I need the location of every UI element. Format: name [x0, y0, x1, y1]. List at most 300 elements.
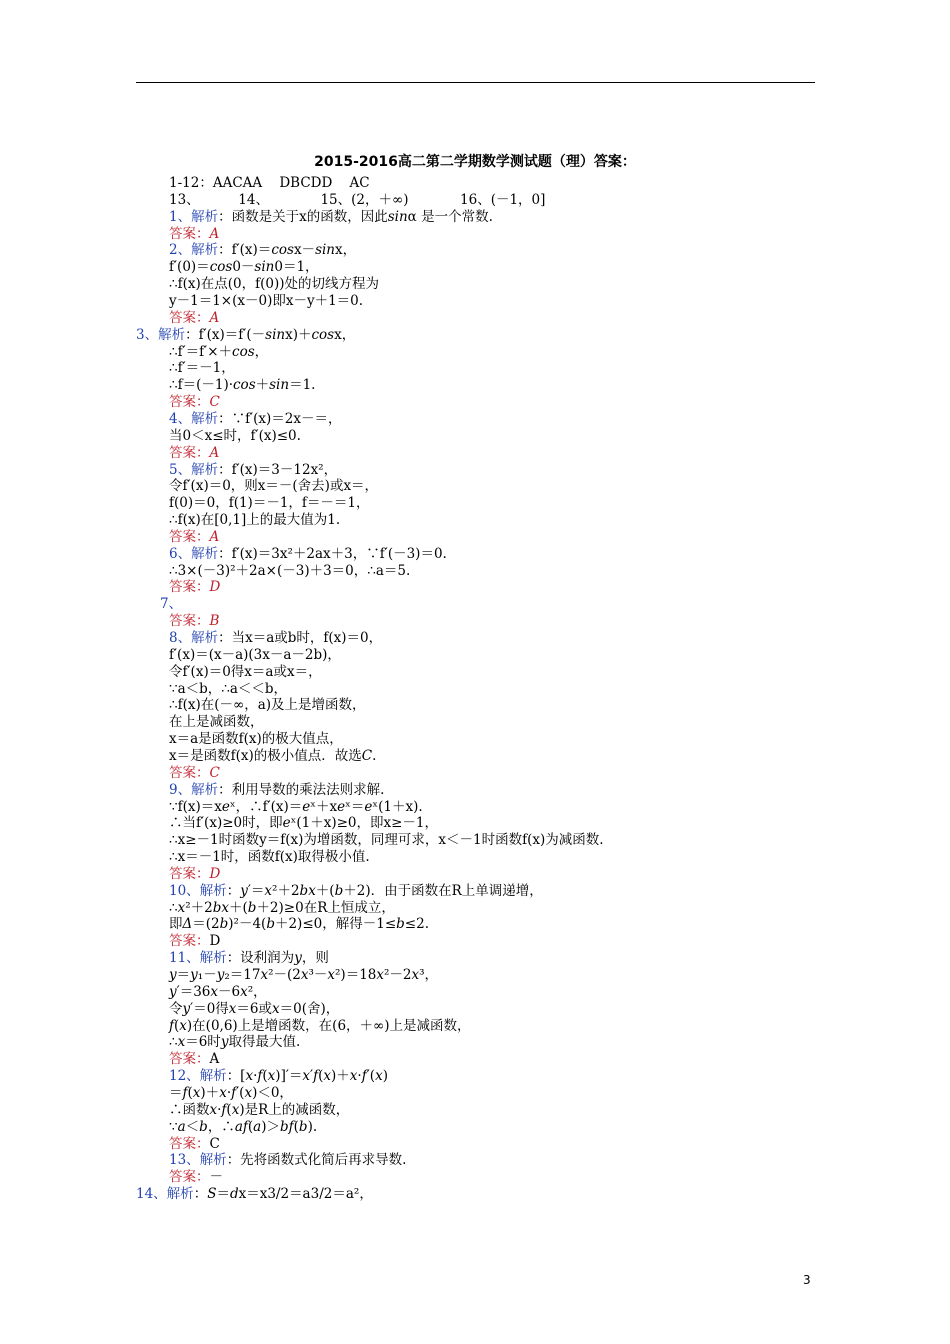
answer-text: ₁－	[197, 967, 217, 983]
answer-text: ′＝0得	[190, 1000, 229, 1017]
answer-text: ：	[226, 882, 241, 899]
answer-text: x	[376, 967, 384, 983]
answer-text: ：	[196, 933, 210, 950]
answer-text: f	[169, 1017, 174, 1034]
answer-line	[169, 1034, 300, 1050]
answer-text: ³－	[308, 967, 328, 983]
answer-text: 答案	[169, 1135, 196, 1152]
answer-text: sin	[269, 377, 290, 394]
answer-line	[169, 950, 329, 966]
answer-text: ˣ(1＋x).	[372, 798, 423, 815]
answer-text: ₂＝17	[224, 967, 261, 983]
answer-line	[169, 664, 322, 680]
answer-text: x	[192, 1084, 201, 1101]
answer-text: x	[245, 1068, 254, 1085]
answer-text: y	[169, 967, 177, 983]
answer-text: x	[411, 967, 420, 983]
answer-line	[169, 462, 337, 478]
answer-text: y	[220, 1034, 229, 1051]
answer-text: 11、	[169, 950, 200, 967]
answer-text: ＋(	[315, 882, 335, 899]
answer-text: 7、	[160, 596, 183, 613]
header-rule	[136, 82, 815, 83]
answer-text: x	[260, 967, 269, 983]
answer-text: C	[209, 394, 220, 411]
answer-line	[169, 445, 219, 461]
answer-text: f	[257, 1068, 263, 1085]
answer-text: 解析	[199, 1068, 227, 1085]
answer-text: (	[187, 1084, 193, 1101]
answer-text: ＋(	[229, 899, 248, 916]
answer-text: x	[231, 1101, 240, 1118]
answer-text: ，	[254, 343, 269, 360]
answer-text: )＋	[200, 1084, 220, 1101]
answer-text: 4、	[169, 410, 192, 427]
answer-text: bf	[279, 1118, 294, 1135]
answer-text: x	[177, 1034, 186, 1051]
answer-text: 解析	[191, 410, 219, 427]
answer-text: ：	[196, 865, 210, 882]
answer-line	[169, 782, 384, 798]
answer-text: cos	[311, 326, 335, 343]
answer-text: ：当x＝a或b时，f(x)＝0，	[218, 630, 383, 646]
answer-line	[169, 647, 341, 663]
answer-text: 0－	[232, 259, 255, 276]
answer-text: 0＝1，	[274, 259, 319, 276]
answer-text: sin	[387, 208, 408, 225]
answer-line	[169, 1102, 349, 1118]
answer-text: ：	[196, 1135, 210, 1152]
answer-text: ：	[196, 613, 210, 630]
answer-text: 解析	[191, 208, 219, 225]
answer-line	[169, 697, 366, 713]
answer-text: x	[240, 983, 248, 1000]
answer-text: ：[	[226, 1068, 246, 1085]
answer-line	[169, 344, 268, 360]
answer-text: )＋	[331, 1068, 350, 1085]
answer-text: f′(0)＝	[169, 259, 210, 276]
answer-text: ·	[253, 1068, 258, 1085]
answer-text: x	[228, 1000, 237, 1017]
answer-text: D	[209, 865, 221, 882]
answer-text: ：	[196, 528, 210, 545]
answer-text: b	[396, 916, 405, 933]
answer-text: x	[302, 1068, 311, 1085]
answer-line	[169, 175, 370, 191]
answer-text: 解析	[191, 781, 219, 798]
answer-text: ·	[226, 1084, 232, 1101]
answer-line	[169, 613, 219, 629]
answer-text: 解析	[191, 242, 219, 259]
answer-line	[169, 765, 220, 781]
answer-text: (	[262, 1068, 268, 1085]
answer-text: f′(x)＝(x－a)(3x－a－2b)，	[169, 646, 341, 663]
answer-line	[169, 579, 220, 595]
answer-line	[169, 1068, 388, 1084]
answer-text: 解析	[199, 1152, 227, 1169]
answer-line	[169, 681, 287, 697]
answer-text: ∵f(x)＝x	[169, 798, 222, 815]
answer-text: x)＋	[285, 326, 312, 343]
answer-text: x＝x	[238, 1186, 268, 1202]
answer-text: ：设利润为	[226, 950, 295, 967]
answer-text: －	[209, 1169, 223, 1186]
answer-text: A	[209, 309, 220, 326]
answer-line	[169, 394, 220, 410]
answer-text: 答案	[169, 225, 196, 242]
answer-text: ³，	[419, 967, 439, 983]
answer-text: 令	[169, 1000, 183, 1017]
answer-line	[169, 529, 219, 545]
answer-line	[136, 327, 355, 343]
answer-text: x	[267, 1068, 276, 1085]
answer-text: 解析	[191, 545, 219, 562]
answer-line	[169, 748, 376, 764]
page-title: 2015-2016高二第二学期数学测试题（理）答案：	[314, 154, 636, 170]
answer-text: 答案	[169, 528, 196, 545]
answer-text: ：利用导数的乘法法则求解.	[218, 781, 385, 798]
answer-text: ＋2)≥0在R上恒成立，	[256, 899, 395, 916]
answer-text: (	[318, 1068, 324, 1085]
answer-line	[169, 310, 219, 326]
answer-line	[169, 209, 493, 225]
answer-text: x	[349, 1068, 358, 1085]
answer-text: ，则	[301, 950, 329, 967]
answer-text: ：f′(x)＝	[218, 242, 272, 259]
answer-text: 答案	[169, 764, 196, 781]
answer-text: x	[219, 1084, 227, 1101]
answer-line	[169, 512, 340, 528]
answer-text: x	[375, 1068, 383, 1085]
answer-line	[169, 293, 363, 309]
answer-text: ：	[196, 225, 210, 242]
answer-text: ˣ，∴f′(x)＝	[229, 798, 303, 815]
answer-text: f	[221, 1101, 227, 1118]
answer-line	[169, 226, 219, 242]
answer-text: x	[244, 1084, 253, 1101]
answer-text: x	[272, 1000, 280, 1017]
answer-line	[169, 731, 343, 747]
answer-text: ：	[196, 394, 210, 411]
answer-line	[169, 563, 410, 579]
answer-line	[169, 1018, 471, 1034]
answer-text: ＜	[185, 1118, 200, 1135]
answer-text: 10、	[169, 882, 200, 899]
answer-text: 13、 14、 15、(2，＋∞) 16、(－1，0]	[169, 191, 546, 208]
answer-text: x	[210, 983, 219, 1000]
answer-text: )]′＝	[275, 1068, 303, 1085]
answer-text: e	[221, 798, 230, 815]
answer-text: 答案	[169, 394, 196, 411]
answer-text: e	[364, 798, 373, 815]
answer-text: (	[247, 1118, 254, 1135]
answer-text: x	[327, 967, 336, 983]
answer-text: )	[382, 1068, 388, 1085]
answer-text: ：函数是关于x的函数，因此	[218, 208, 388, 225]
answer-text: e	[282, 815, 291, 832]
answer-text: －6	[218, 983, 241, 1000]
answer-text: f	[231, 1084, 237, 1101]
answer-line	[169, 276, 379, 292]
answer-text: f	[313, 1068, 319, 1085]
answer-line	[169, 799, 423, 815]
answer-line	[169, 546, 447, 562]
answer-text: sin	[254, 259, 275, 276]
answer-text: 答案	[169, 613, 196, 630]
answer-text: f	[182, 1084, 188, 1101]
answer-line	[169, 495, 370, 511]
answer-text: ：	[193, 1186, 208, 1202]
answer-line	[169, 916, 429, 932]
answer-text: )是R上的减函数，	[239, 1101, 350, 1118]
answer-line	[169, 428, 301, 444]
answer-text: ′＝36	[176, 983, 211, 1000]
answer-text: ＝	[176, 967, 191, 983]
answer-line	[169, 360, 235, 376]
answer-text: ：	[196, 1051, 210, 1068]
answer-line	[169, 630, 382, 646]
answer-text: bx	[212, 899, 229, 916]
answer-text: 解析	[199, 882, 227, 899]
answer-line	[169, 967, 438, 983]
answer-text: ∵	[169, 1118, 178, 1135]
answer-text: b	[199, 1118, 208, 1135]
answer-text: 在上是减函数，	[169, 714, 264, 731]
page-number: 3	[803, 1273, 811, 1287]
answer-text: e	[302, 798, 311, 815]
answer-text: A	[209, 528, 220, 545]
answer-line	[169, 866, 220, 882]
answer-text: D	[209, 933, 221, 950]
answer-text: 答案	[169, 933, 196, 950]
answer-text: C	[361, 747, 373, 764]
answer-line	[160, 596, 182, 612]
answer-text: ，∴	[207, 1118, 235, 1135]
answer-line	[169, 259, 319, 275]
answer-text: 3、	[136, 326, 159, 343]
answer-text: ∴x＝－1时，函数f(x)取得极小值.	[169, 849, 370, 865]
answer-text: 2、	[169, 242, 192, 259]
answer-line	[169, 1152, 406, 1168]
answer-text: (	[174, 1017, 180, 1034]
answer-text: 解析	[191, 461, 219, 478]
answer-text: x	[209, 1101, 218, 1118]
answer-line	[169, 411, 342, 427]
answer-text: x，	[335, 242, 357, 259]
answer-text: ：	[196, 309, 210, 326]
answer-text: ：f′(x)＝3x²＋2ax＋3，∵f′(－3)＝0.	[218, 545, 447, 562]
answer-text: ²＋2	[185, 899, 213, 916]
answer-text: ∴f＝(－1)·	[169, 377, 233, 394]
answer-text: ∴x≥－1时函数y＝f(x)为增函数，同理可求，x＜－1时函数f(x)为减函数.	[169, 832, 604, 849]
answer-text: ＝(2	[192, 916, 220, 933]
answer-line	[169, 1001, 339, 1017]
answer-text: ＋2)．由于函数在R上单调递增，	[343, 882, 543, 899]
answer-text: ²－2	[384, 967, 412, 983]
answer-text: b	[219, 916, 229, 933]
answer-text: ＝	[216, 1186, 230, 1202]
answer-text: b	[298, 1118, 308, 1135]
answer-line	[169, 1136, 220, 1152]
answer-text: ＋2)≤0，解得－1≤	[274, 916, 397, 933]
answer-text: C	[209, 764, 220, 781]
answer-text: ∴当f′(x)≥0时，即	[169, 815, 283, 832]
answer-text: 解析	[166, 1186, 194, 1202]
answer-text: A	[209, 444, 220, 461]
answer-text: 令f′(x)＝0得x＝a或x＝，	[169, 663, 322, 680]
answer-text: ：f′(x)＝f′(－	[185, 326, 266, 343]
answer-line	[169, 1169, 223, 1185]
answer-text: x－	[293, 242, 316, 259]
answer-text: 答案	[169, 865, 196, 882]
answer-text: ＝a	[289, 1186, 311, 1202]
answer-text: x	[177, 899, 186, 916]
answer-text: cos	[209, 259, 233, 276]
answer-text: 12、	[169, 1068, 200, 1085]
answer-text: y	[182, 1000, 191, 1017]
answer-line	[169, 849, 370, 865]
answer-line	[169, 883, 543, 899]
answer-text: x	[264, 882, 273, 899]
answer-line	[169, 192, 545, 208]
answer-text: ·	[357, 1068, 362, 1085]
answer-line	[169, 478, 378, 494]
answer-text: ：先将函数式化简后再求导数.	[226, 1152, 407, 1169]
answer-line	[169, 900, 395, 916]
answer-text: ：	[196, 444, 210, 461]
answer-line	[169, 1085, 293, 1101]
answer-text: y	[169, 983, 177, 1000]
answer-text: y	[240, 882, 248, 899]
answer-text: ∴f(x)在点(0，f(0))处的切线方程为	[169, 276, 379, 293]
answer-text: ′(	[236, 1084, 245, 1101]
answer-line	[136, 1186, 373, 1202]
answer-text: ∴f′＝f′×＋	[169, 343, 233, 360]
answer-text: 9、	[169, 781, 192, 798]
answer-text: ′(	[366, 1068, 376, 1085]
answer-text: y	[190, 967, 198, 983]
answer-line	[169, 815, 438, 831]
answer-text: ＝6或	[236, 1000, 273, 1017]
answer-text: ∴f(x)在(－∞，a)及上是增函数，	[169, 697, 366, 714]
answer-text: ：	[196, 764, 210, 781]
answer-text: 答案	[169, 579, 196, 596]
answer-text: cos	[232, 343, 255, 360]
answer-text: e	[337, 798, 346, 815]
answer-text: ＝0(舍)，	[279, 1000, 340, 1017]
answer-text: x＝a是函数f(x)的极大值点，	[169, 731, 343, 748]
answer-text: ：	[196, 579, 210, 596]
answer-text: (	[293, 1118, 299, 1135]
answer-text: 8、	[169, 630, 192, 646]
answer-text: S	[207, 1186, 217, 1202]
answer-text: ˣ(1＋x)≥0，即x≥－1，	[290, 815, 438, 832]
answer-text: y	[294, 950, 302, 967]
answer-text: ˣ＋x	[310, 798, 338, 815]
answer-text: 3/2	[310, 1186, 333, 1202]
answer-text: x，	[334, 326, 356, 343]
answer-text: cos	[271, 242, 294, 259]
answer-text: ˣ＝	[345, 798, 365, 815]
answer-text: y－1＝1×(x－0)即x－y＋1＝0.	[169, 293, 364, 309]
answer-text: 14、	[136, 1186, 167, 1202]
answer-line	[169, 242, 356, 258]
answer-text: 答案	[169, 444, 196, 461]
answer-text: .	[372, 747, 377, 764]
answer-text: cos	[233, 377, 256, 394]
answer-text: f(0)＝0，f(1)＝－1，f＝－＝1，	[169, 495, 370, 512]
answer-text: ＝1.	[289, 377, 316, 394]
answer-text: ≤2.	[404, 916, 429, 933]
answer-text: B	[209, 613, 220, 630]
answer-text: ＝	[169, 1084, 183, 1101]
answer-text: sin	[265, 326, 286, 343]
answer-line	[169, 933, 220, 949]
answer-text: x	[323, 1068, 332, 1085]
answer-text: ²，	[247, 983, 267, 1000]
answer-line	[169, 377, 315, 393]
answer-text: Δ	[182, 916, 193, 933]
answer-text: ∴函数	[169, 1101, 210, 1118]
answer-text: x	[300, 967, 309, 983]
answer-text: ²＋2	[272, 882, 300, 899]
answer-text: ：	[196, 1169, 210, 1186]
answer-text: 解析	[199, 950, 227, 967]
answer-text: ：f′(x)＝3－12x²，	[218, 461, 338, 478]
answer-text: a	[253, 1118, 262, 1135]
answer-text: f	[361, 1068, 367, 1085]
answer-text: y	[216, 967, 225, 983]
answer-text: 答案	[169, 309, 196, 326]
answer-line	[169, 1119, 317, 1135]
answer-text: ∵a＜b，∴a＜＜b，	[169, 680, 288, 697]
answer-text: 13、	[169, 1152, 200, 1169]
answer-text: ′＝	[247, 882, 265, 899]
answer-text: )＜0，	[252, 1084, 293, 1101]
answer-text: ²)＝18	[335, 967, 377, 983]
answer-text: ＝a²，	[332, 1186, 373, 1202]
answer-text: ∴f′＝－1，	[169, 360, 235, 377]
answer-text: (	[226, 1101, 232, 1118]
answer-text: a	[177, 1118, 186, 1135]
answer-text: ∴3×(－3)²＋2a×(－3)＋3＝0，∴a＝5.	[169, 562, 411, 579]
answer-text: 6、	[169, 545, 192, 562]
answer-text: ∴f(x)在[0,1]上的最大值为1.	[169, 512, 341, 528]
answer-text: A	[209, 225, 220, 242]
answer-text: ＝6时	[185, 1034, 221, 1051]
answer-text: 取得最大值.	[228, 1034, 301, 1051]
answer-text: 答案	[169, 1051, 196, 1068]
answer-line	[169, 832, 604, 848]
answer-text: ∴	[169, 899, 178, 916]
answer-text: )在(0,6)上是增函数，在(6，＋∞)上是减函数，	[186, 1017, 471, 1034]
answer-line	[169, 1051, 219, 1067]
answer-text: 当0＜x≤时，f′(x)≤0.	[169, 427, 301, 444]
answer-text: b	[247, 899, 257, 916]
answer-text: b	[334, 882, 344, 899]
answer-text: 1-12：AACAA DBCDD AC	[169, 175, 370, 191]
answer-text: 令f′(x)＝0，则x＝－(舍去)或x＝，	[169, 478, 379, 495]
answer-text: d	[229, 1186, 239, 1202]
answer-text: x＝是函数f(x)的极小值点．故选	[169, 747, 362, 764]
answer-text: ·	[217, 1101, 222, 1118]
answer-text: C	[209, 1135, 220, 1152]
answer-text: A	[209, 1051, 220, 1068]
answer-text: )＞	[261, 1118, 280, 1135]
answer-text: ：∵f′(x)＝2x－＝，	[218, 410, 342, 427]
answer-text: 1、	[169, 208, 192, 225]
answer-text: 即	[169, 916, 183, 933]
